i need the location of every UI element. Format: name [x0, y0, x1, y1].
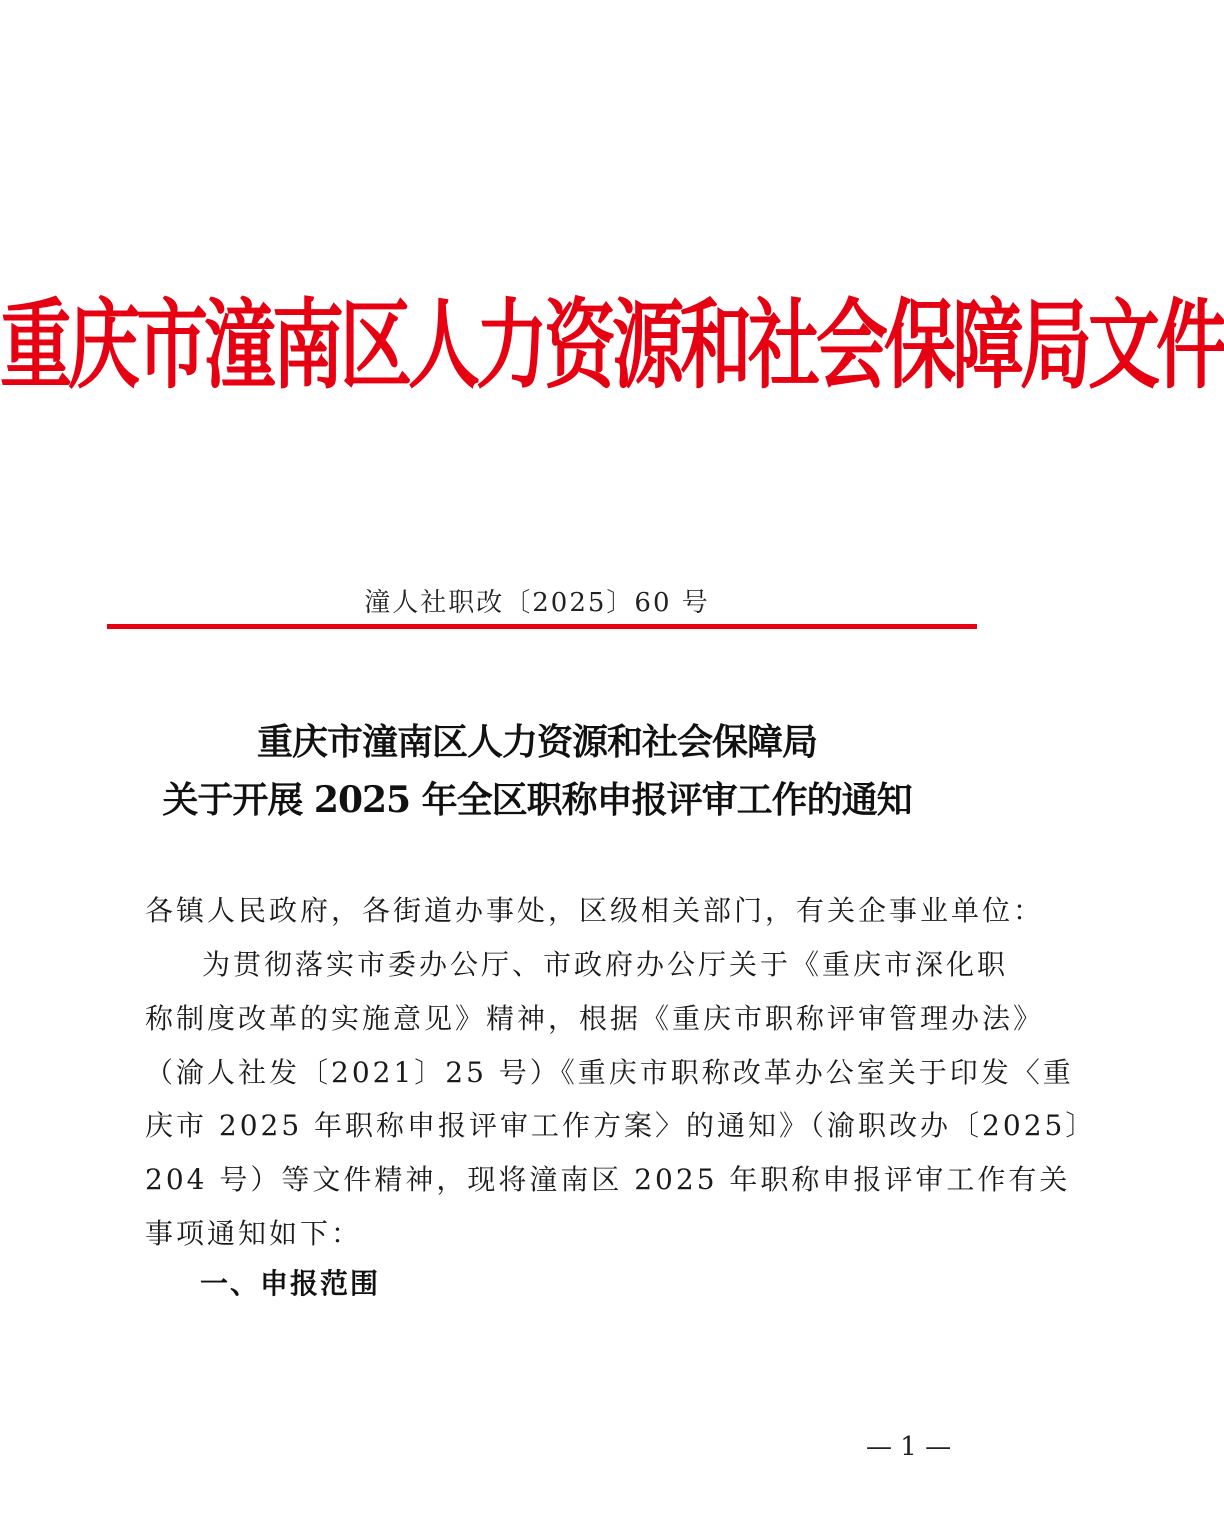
body-line-1: 为贯彻落实市委办公厅、市政府办公厅关于《重庆市深化职	[202, 948, 1009, 981]
document-masthead: 重庆市潼南区人力资源和社会保障局文件	[0, 288, 1224, 402]
salutation: 各镇人民政府，各街道办事处，区级相关部门，有关企事业单位：	[145, 894, 1045, 927]
page-number: — 1 —	[866, 1432, 952, 1462]
section-heading: 一、申报范围	[200, 1267, 381, 1300]
body-line-5: 204 号）等文件精神，现将潼南区 2025 年职称申报评审工作有关	[145, 1163, 1071, 1196]
body-line-4: 庆市 2025 年职称申报评审工作方案〉的通知》（渝职改办〔2025〕	[145, 1109, 1097, 1142]
body-line-6: 事项通知如下：	[145, 1217, 363, 1250]
body-line-3: （渝人社发〔2021〕25 号）《重庆市职称改革办公室关于印发〈重	[145, 1056, 1074, 1089]
body-line-2: 称制度改革的实施意见》精神，根据《重庆市职称评审管理办法》	[145, 1002, 1045, 1035]
document-title-line-1: 重庆市潼南区人力资源和社会保障局	[256, 721, 817, 763]
document-title-line-2: 关于开展 2025 年全区职称申报评审工作的通知	[162, 779, 912, 821]
red-divider-line	[107, 624, 977, 629]
document-number: 潼人社职改〔2025〕60 号	[364, 588, 710, 618]
